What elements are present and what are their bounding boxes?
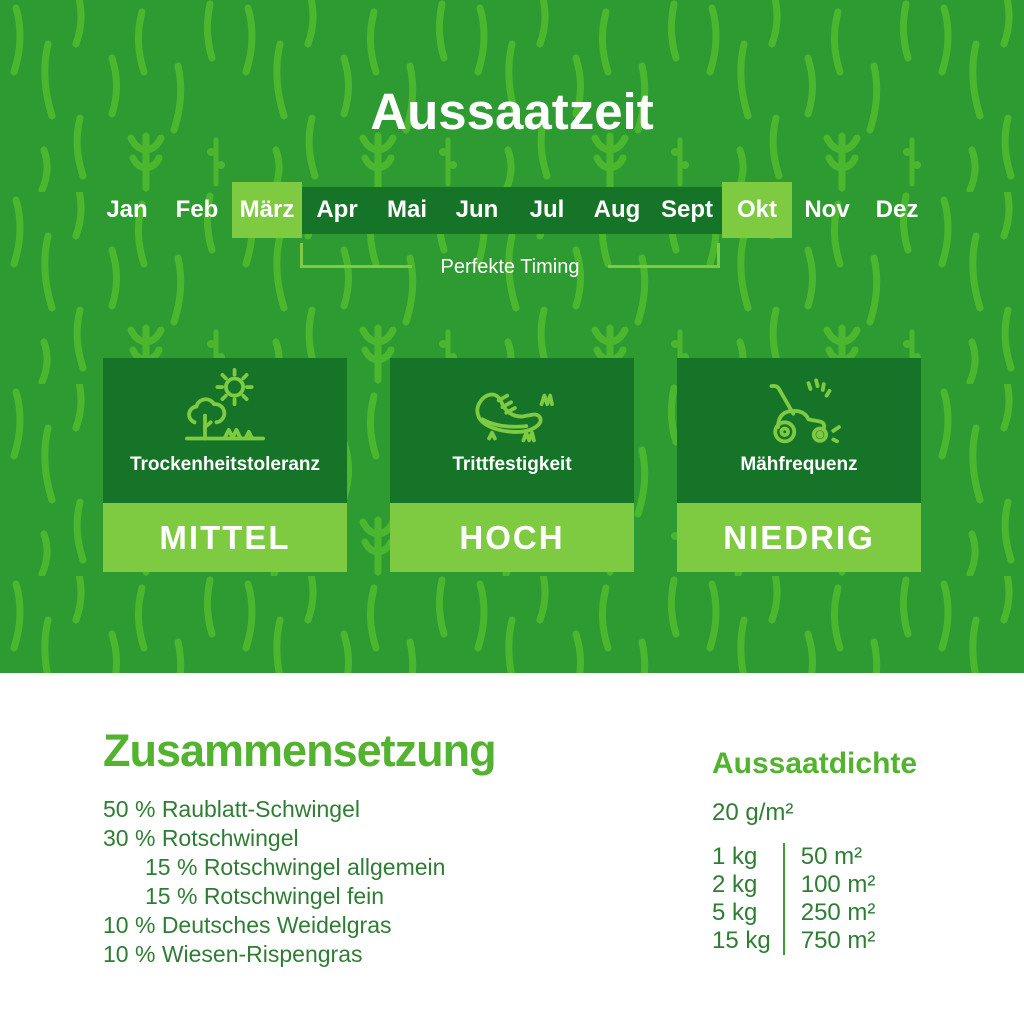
card-top [390,358,634,503]
perfect-timing-bracket [300,243,720,278]
density-area-value: 100 m² [800,871,876,898]
card-drought-tolerance [103,358,347,572]
composition-item: 15 % Rotschwingel allgemein [145,854,446,880]
density-kg-value: 15 kg [712,927,771,954]
composition-item: 10 % Deutsches Weidelgras [103,912,392,938]
density-column-divider [783,843,785,955]
month-nov: Nov [804,196,850,223]
card-top [103,358,347,503]
density-area-value: 250 m² [800,899,876,926]
density-area-value: 50 m² [800,843,863,870]
density-kg-value: 2 kg [712,871,758,898]
density-kg-value: 5 kg [712,899,758,926]
month-aug: Aug [582,187,652,234]
density-rate: 20 g/m² [712,799,794,826]
month-jul: Jul [512,187,582,234]
page-title: Aussaatzeit [370,83,654,140]
density-kg-value: 1 kg [712,843,758,870]
card-top [677,358,921,503]
month-feb: Feb [175,196,219,223]
feature-label: Trockenheitstoleranz [129,454,321,475]
composition-section [0,673,1024,1024]
month-okt: Okt [722,182,792,238]
composition-title: Zusammensetzung [103,725,496,776]
month-apr: Apr [302,187,372,234]
density-area-column [801,843,876,955]
feature-label: Trittfestigkeit [452,454,572,475]
composition-item: 30 % Rotschwingel [103,825,299,851]
bracket-left-line [300,265,412,268]
bracket-right-tick [717,243,720,267]
lawn-mower-icon [753,368,845,448]
sowing-density-block [712,747,917,955]
bracket-right-line [608,265,720,268]
density-kg-column [712,843,771,955]
bracket-left-tick [300,243,303,267]
feature-value: MITTEL [103,503,347,572]
month-jun: Jun [442,187,512,234]
density-area-value: 750 m² [800,927,876,954]
feature-value: NIEDRIG [677,503,921,572]
composition-item: 50 % Raublatt-Schwingel [103,796,360,822]
month-jan: Jan [106,196,148,223]
month-bar [92,182,932,238]
card-mowing-frequency [677,358,921,572]
month-sept: Sept [652,187,722,234]
composition-item: 15 % Rotschwingel fein [145,883,385,909]
density-table [712,843,917,955]
perfect-timing-label: Perfekte Timing [440,256,580,278]
month-dez: Dez [875,196,919,223]
sun-tree-icon [179,368,271,448]
composition-item: 10 % Wiesen-Rispengras [103,941,363,967]
month-mai: Mai [372,187,442,234]
feature-value: HOCH [390,503,634,572]
footstep-grass-icon [466,368,558,448]
feature-cards [0,358,1024,572]
month-märz: März [232,182,302,238]
density-title: Aussaatdichte [712,747,918,780]
feature-label: Mähfrequenz [740,454,858,475]
card-tread-resistance [390,358,634,572]
